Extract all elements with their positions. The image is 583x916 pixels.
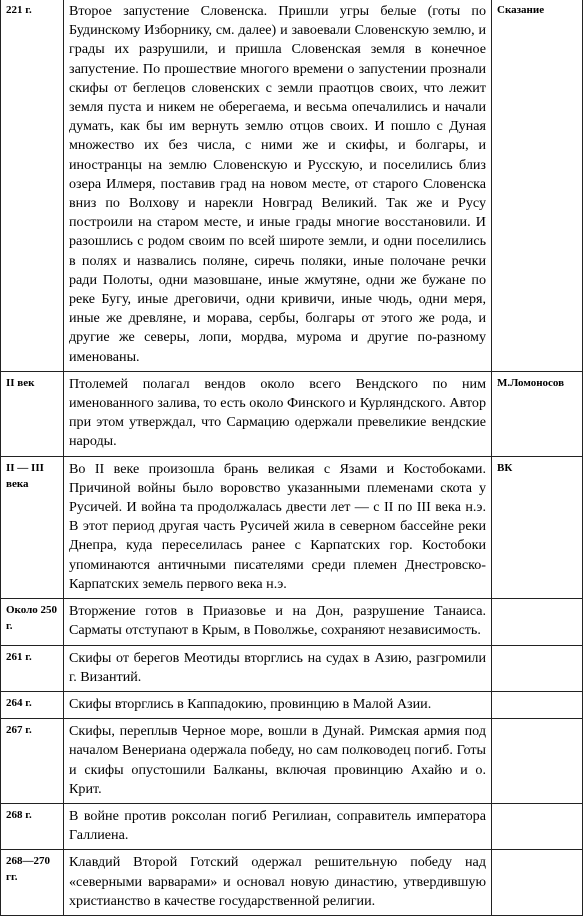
- event-text: Вторжение готов в Приазовье и на Дон, разрушение Танаиса. Сарматы отступают в Крым, в Поволжье, сохраняют независимость.: [64, 599, 492, 645]
- date-cell: Около 250 г.: [1, 599, 64, 645]
- source-cell: Сказание: [492, 0, 583, 371]
- date-cell: 264 г.: [1, 691, 64, 718]
- event-text: Второе запустение Словенска. Пришли угры белые (готы по Будинскому Изборнику, см. далее) и завоевали Словенскую землю, и грады их разрушили, и пришла Словенская земля в конечное запустение. По прошествие многого времени о запустении прознали скифы от беглецов словенских с земли праотцов своих, что лежит земля пуста и никем не оберегаема, и весьма опечалились и начали думать, как бы им вернуть землю отцов своих. И пошло с Дуная множество их без числа, с ними же и скифы, и болгары, и иностранцы на землю Словенскую и Русскую, и поселились близ озера Илмеря, поставив град на новом месте, от старого Словенска вниз по Волхову и нарекли Новград Великий. Так же и Русу построили на старом месте, и иные грады многие восстановили. И разошлись с родом своим по всей широте земли, и одни поселились в полях и назвались поляне, сиречь поляки, иные полочане речки ради Полоты, одни мазовшане, иные жмутяне, одни же бужане по реке Бугу, иные дреговичи, одни кривичи, иные чюдь, одни меря, иные же древляне, и морава, сербы, болгары от этого же рода, и другие же северы, лопи, мордва, мурома и другие по-разному именованы.: [64, 0, 492, 371]
- event-text: Скифы, переплыв Черное море, вошли в Дунай. Римская армия под началом Венериана одержала победу, но сам полководец погиб. Готы и скифы опустошили Балканы, включая провинцию Ахайю и о. Крит.: [64, 719, 492, 804]
- source-cell: [492, 645, 583, 691]
- table-row: [1, 0, 583, 371]
- date-cell: 221 г.: [1, 0, 64, 371]
- table-row: [1, 719, 583, 804]
- date-cell: 261 г.: [1, 645, 64, 691]
- date-cell: 268—270 гг.: [1, 850, 64, 916]
- source-cell: [492, 599, 583, 645]
- date-cell: 268 г.: [1, 803, 64, 849]
- event-text: Птолемей полагал вендов около всего Вендского по ним именованного залива, то есть около Финского и Курляндского. Автор при этом утверждал, что Сармацию одержали превеликие вендские народы.: [64, 371, 492, 456]
- table-row: [1, 803, 583, 849]
- source-cell: М.Ломоносов: [492, 371, 583, 456]
- source-cell: [492, 850, 583, 916]
- table-row: [1, 850, 583, 916]
- source-cell: [492, 803, 583, 849]
- table-row: [1, 691, 583, 718]
- event-text: Скифы вторглись в Каппадокию, провинцию в Малой Азии.: [64, 691, 492, 718]
- table-row: [1, 456, 583, 598]
- source-cell: ВК: [492, 456, 583, 598]
- table-row: [1, 645, 583, 691]
- source-cell: [492, 719, 583, 804]
- event-text: В войне против роксолан погиб Регилиан, соправитель императора Галлиена.: [64, 803, 492, 849]
- table-row: [1, 371, 583, 456]
- event-text: Скифы от берегов Меотиды вторглись на судах в Азию, разгромили г. Византий.: [64, 645, 492, 691]
- event-text: Во II веке произошла брань великая с Язами и Костобоками. Причиной войны было воровство указанными племенами скота у Русичей. И война та продолжалась двести лет — с II по III века н.э. В этот период другая часть Русичей жила в северном бассейне реки Днепра, куда переселилась ранее с Карпатских гор. Костобоки упоминаются античными писателями среди племен Днестровско-Карпатских земель первого века н.э.: [64, 456, 492, 598]
- table-row: [1, 599, 583, 645]
- date-cell: II — III века: [1, 456, 64, 598]
- source-cell: [492, 691, 583, 718]
- event-text: Клавдий Второй Готский одержал решительную победу над «северными варварами» и основал новую династию, утвердившую христианство в качестве государственной религии.: [64, 850, 492, 916]
- date-cell: II век: [1, 371, 64, 456]
- date-cell: 267 г.: [1, 719, 64, 804]
